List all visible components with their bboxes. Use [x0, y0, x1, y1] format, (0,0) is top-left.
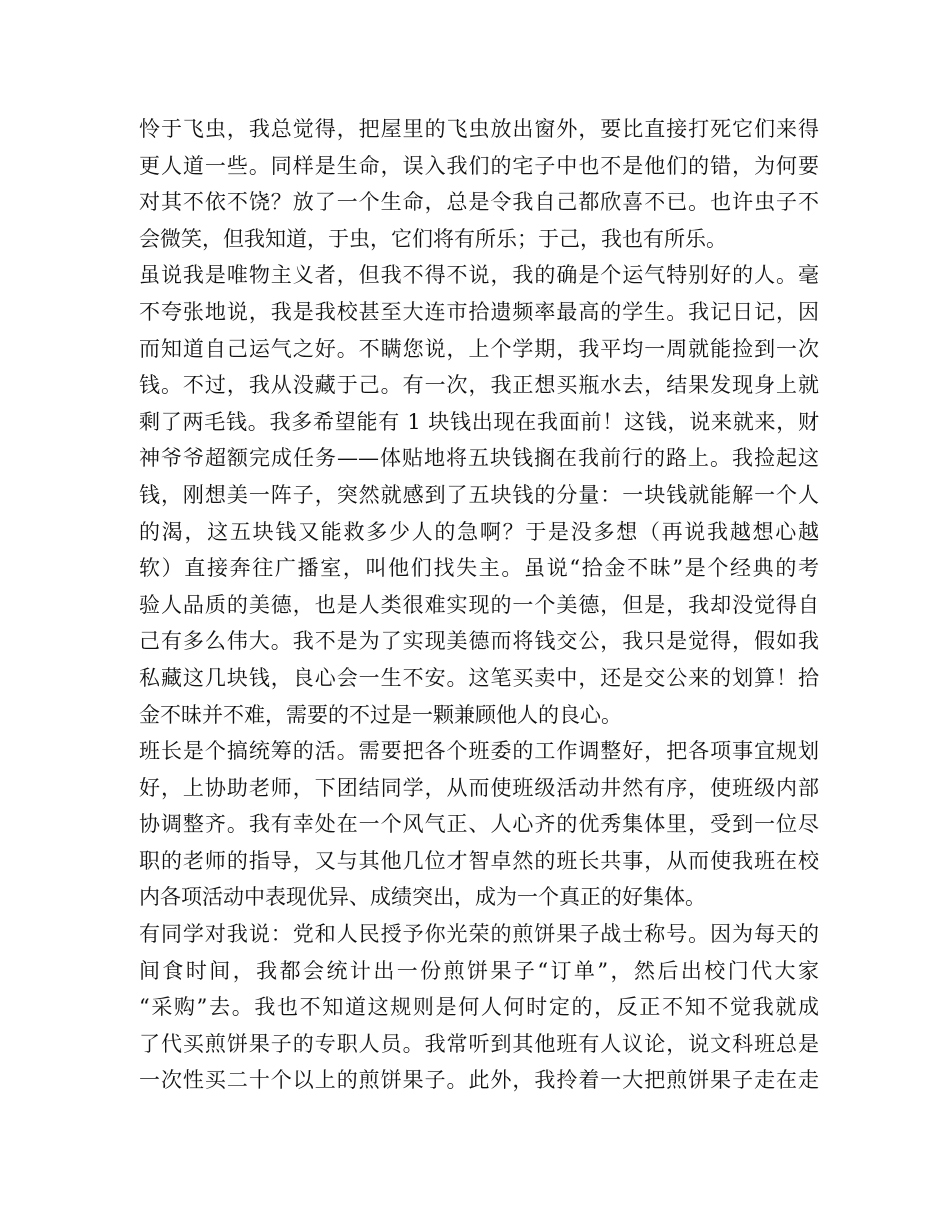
text-line: 一次性买二十个以上的煎饼果子。此外，我拎着一大把煎饼果子走在走 [139, 1068, 819, 1093]
text-line: 神爷爷超额完成任务——体贴地将五块钱搁在我前行的路上。我捡起这 [139, 446, 819, 471]
text-line: 钱。不过，我从没藏于己。有一次，我正想买瓶水去，结果发现身上就 [139, 373, 819, 398]
text-line: 好，上协助老师，下团结同学，从而使班级活动井然有序，使班级内部 [139, 775, 819, 800]
text-line: 会微笑，但我知道，于虫，它们将有所乐；于己，我也有所乐。 [139, 226, 727, 251]
text-line: 对其不依不饶？放了一个生命，总是令我自己都欣喜不已。也许虫子不 [139, 190, 819, 215]
text-line: 了代买煎饼果子的专职人员。我常听到其他班有人议论，说文科班总是 [139, 1031, 819, 1056]
text-line: 钱，刚想美一阵子，突然就感到了五块钱的分量：一块钱就能解一个人 [139, 482, 819, 507]
text-line: 的渴，这五块钱又能救多少人的急啊？于是没多想（再说我越想心越 [139, 519, 819, 544]
text-line: 剩了两毛钱。我多希望能有 1 块钱出现在我面前！这钱，说来就来，财 [139, 409, 819, 434]
text-line: 而知道自己运气之好。不瞒您说，上个学期，我平均一周就能捡到一次 [139, 336, 819, 361]
text-line: 验人品质的美德，也是人类很难实现的一个美德，但是，我却没觉得自 [139, 592, 819, 617]
paragraph-flying-insects [139, 111, 819, 257]
text-line: 协调整齐。我有幸处在一个风气正、人心齐的优秀集体里，受到一位尽 [139, 812, 819, 837]
text-line: 己有多么伟大。我不是为了实现美德而将钱交公，我只是觉得，假如我 [139, 629, 819, 654]
document-body [139, 111, 819, 1099]
text-line: 软）直接奔往广播室，叫他们找失主。虽说“拾金不昧”是个经典的考 [139, 556, 819, 581]
text-line: 班长是个搞统筹的活。需要把各个班委的工作调整好，把各项事宜规划 [139, 739, 819, 764]
text-line: 虽说我是唯物主义者，但我不得不说，我的确是个运气特别好的人。毫 [139, 263, 819, 288]
text-line: 有同学对我说：党和人民授予你光荣的煎饼果子战士称号。因为每天的 [139, 922, 819, 947]
paragraph-found-money [139, 257, 819, 733]
paragraph-jianbing-guozi [139, 916, 819, 1099]
text-line: 内各项活动中表现优异、成绩突出，成为一个真正的好集体。 [139, 885, 706, 910]
text-line: 私藏这几块钱，良心会一生不安。这笔买卖中，还是交公来的划算！拾 [139, 665, 819, 690]
text-line: 职的老师的指导，又与其他几位才智卓然的班长共事，从而使我班在校 [139, 848, 819, 873]
text-line: 更人道一些。同样是生命，误入我们的宅子中也不是他们的错，为何要 [139, 153, 819, 178]
text-line: “采购”去。我也不知道这规则是何人何时定的，反正不知不觉我就成 [139, 995, 819, 1020]
text-line: 间食时间，我都会统计出一份煎饼果子“订单”，然后出校门代大家 [139, 958, 819, 983]
text-line: 不夸张地说，我是我校甚至大连市拾遗频率最高的学生。我记日记，因 [139, 299, 819, 324]
text-line: 怜于飞虫，我总觉得，把屋里的飞虫放出窗外，要比直接打死它们来得 [139, 117, 819, 141]
text-line: 金不昧并不难，需要的不过是一颗兼顾他人的良心。 [139, 702, 622, 727]
paragraph-class-monitor [139, 733, 819, 916]
